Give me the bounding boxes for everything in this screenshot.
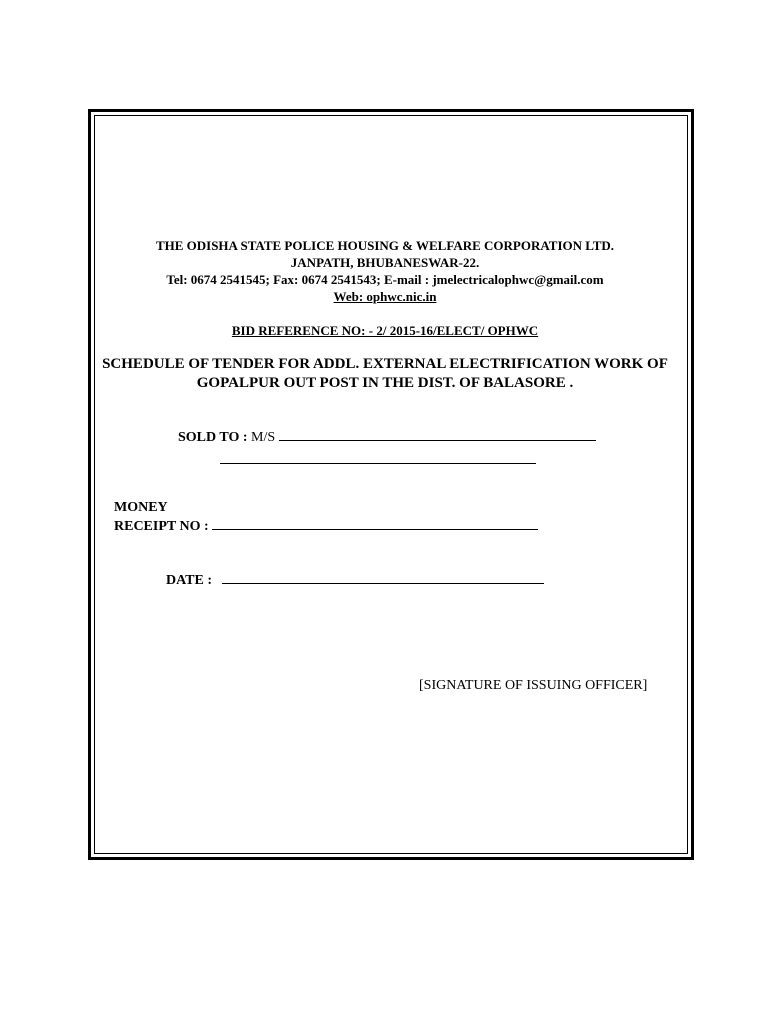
receipt-row (114, 517, 538, 535)
bid-reference: BID REFERENCE NO: - 2/ 2015-16/ELECT/ OPHWC (231, 323, 539, 338)
document-inner-border (94, 115, 688, 854)
schedule-title-line1: SCHEDULE OF TENDER FOR ADDL. EXTERNAL ELECTRIFICATION WORK OF (102, 356, 668, 372)
org-name: THE ODISHA STATE POLICE HOUSING & WELFARE CORPORATION LTD. (155, 238, 615, 253)
org-web: Web: ophwc.nic.in (333, 289, 437, 304)
sold-to-blank-second-line[interactable] (220, 463, 536, 464)
date-blank[interactable] (222, 571, 544, 584)
signature-label: [SIGNATURE OF ISSUING OFFICER] (419, 678, 648, 693)
org-address: JANPATH, BHUBANESWAR-22. (290, 255, 480, 270)
receipt-label: RECEIPT NO : (114, 519, 209, 534)
sold-to-prefix: M/S (251, 430, 276, 445)
sold-to-blank[interactable] (279, 428, 596, 441)
sold-to-row (178, 428, 596, 446)
schedule-title-line2: GOPALPUR OUT POST IN THE DIST. OF BALASORE . (196, 375, 574, 391)
date-label: DATE : (166, 573, 213, 588)
org-contact: Tel: 0674 2541545; Fax: 0674 2541543; E-mail : jmelectricalophwc@gmail.com (166, 272, 604, 287)
receipt-blank[interactable] (212, 517, 538, 530)
money-label: MONEY (114, 500, 168, 515)
date-row (166, 571, 544, 589)
document-border (88, 109, 694, 860)
sold-to-label: SOLD TO : (178, 430, 248, 445)
